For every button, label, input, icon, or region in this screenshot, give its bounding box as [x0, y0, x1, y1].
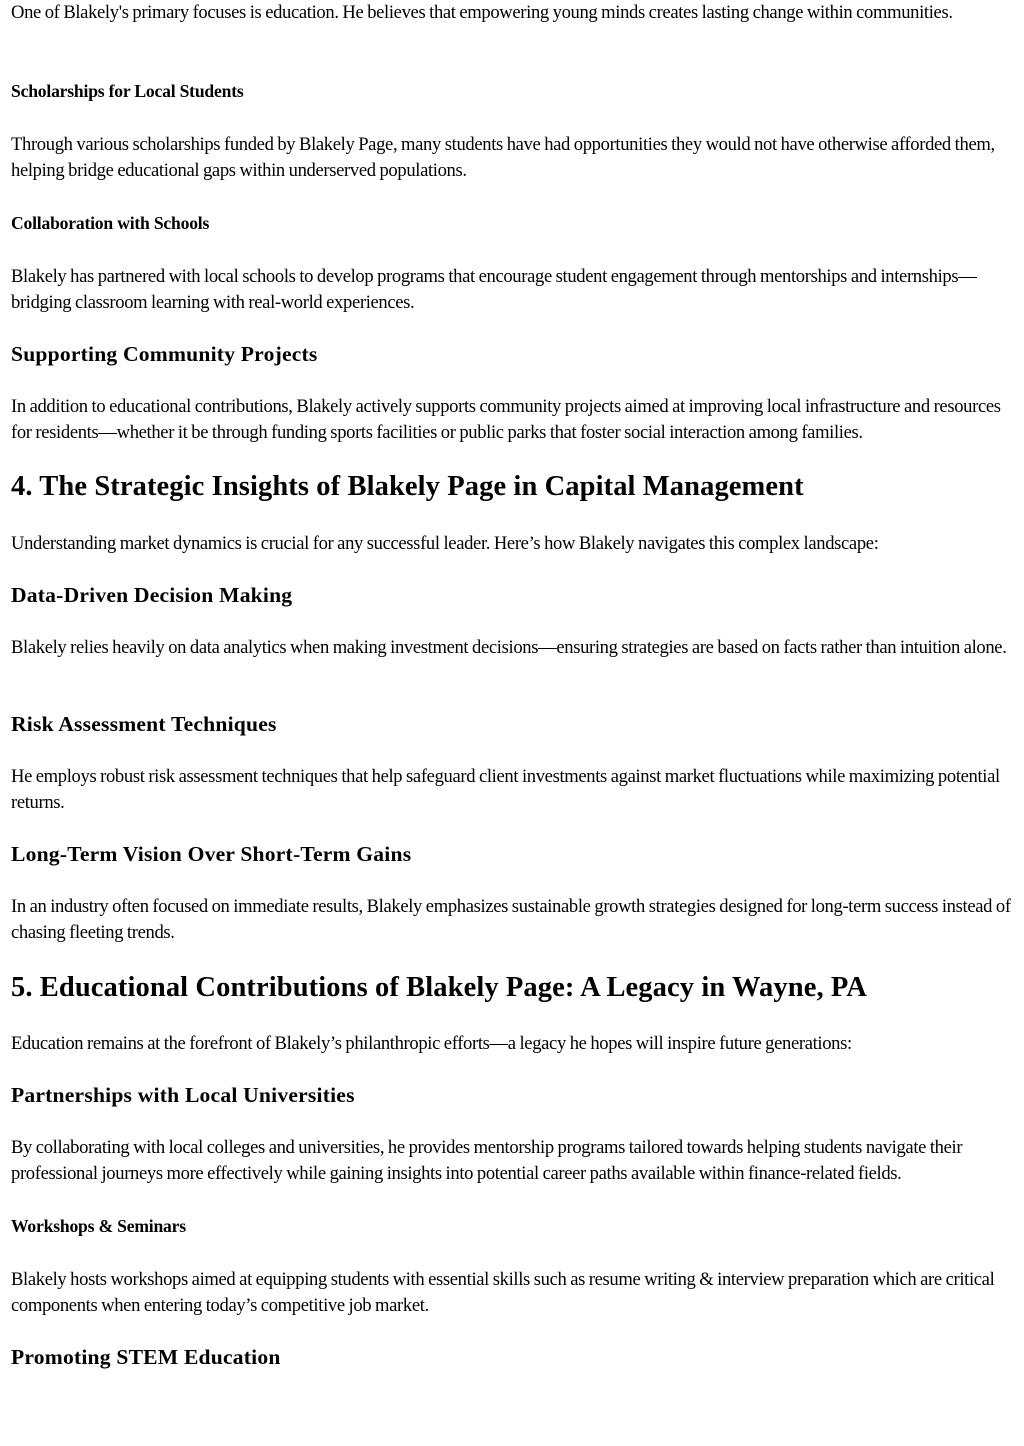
heading-universities: Partnerships with Local Universities	[11, 1083, 355, 1107]
paragraph-workshops: Blakely hosts workshops aimed at equipping students with essential skills such as resume writing & interview preparation which are critical components when entering today’s competitive job market.	[11, 1269, 995, 1316]
heading-workshops: Workshops & Seminars	[11, 1216, 186, 1236]
heading-risk-assessment: Risk Assessment Techniques	[11, 712, 277, 736]
paragraph-risk-assessment: He employs robust risk assessment techniques that help safeguard client investments against market fluctuations while maximizing potential returns.	[11, 766, 1000, 813]
heading-community-projects: Supporting Community Projects	[11, 342, 318, 366]
heading-data-driven: Data-Driven Decision Making	[11, 583, 293, 607]
paragraph-universities: By collaborating with local colleges and universities, he provides mentorship programs tailored towards helping students navigate their professional journeys more effectively while gaining insights into potential career paths available within finance-related fields.	[11, 1137, 963, 1184]
paragraph-education-focus: One of Blakely's primary focuses is education. He believes that empowering young minds creates lasting change within communities.	[11, 2, 953, 23]
heading-educational-contributions: 5. Educational Contributions of Blakely Page: A Legacy in Wayne, PA	[11, 972, 867, 1003]
paragraph-data-driven: Blakely relies heavily on data analytics when making investment decisions—ensuring strategies are based on facts rather than intuition alone.	[11, 637, 1007, 658]
heading-stem: Promoting STEM Education	[11, 1345, 281, 1369]
heading-long-term-vision: Long-Term Vision Over Short-Term Gains	[11, 842, 412, 866]
paragraph-scholarships: Through various scholarships funded by Blakely Page, many students have had opportunities they would not have otherwise afforded them, helping bridge educational gaps within underserved populations.	[11, 134, 995, 181]
paragraph-long-term-vision: In an industry often focused on immediate results, Blakely emphasizes sustainable growth strategies designed for long-term success instead of chasing fleeting trends.	[11, 896, 1011, 943]
heading-collaboration: Collaboration with Schools	[11, 213, 210, 233]
heading-scholarships: Scholarships for Local Students	[11, 81, 244, 101]
heading-strategic-insights: 4. The Strategic Insights of Blakely Page in Capital Management	[11, 471, 804, 502]
paragraph-education-forefront: Education remains at the forefront of Blakely’s philanthropic efforts—a legacy he hopes will inspire future generations:	[11, 1033, 852, 1054]
paragraph-market-dynamics: Understanding market dynamics is crucial for any successful leader. Here’s how Blakely navigates this complex landscape:	[11, 533, 879, 554]
paragraph-community-projects: In addition to educational contributions, Blakely actively supports community projects aimed at improving local infrastructure and resources for residents—whether it be through funding sports facilities or public parks that foster social interaction among families.	[11, 396, 1001, 443]
paragraph-collaboration: Blakely has partnered with local schools to develop programs that encourage student engagement through mentorships and internships—bridging classroom learning with real-world experiences.	[11, 266, 977, 313]
